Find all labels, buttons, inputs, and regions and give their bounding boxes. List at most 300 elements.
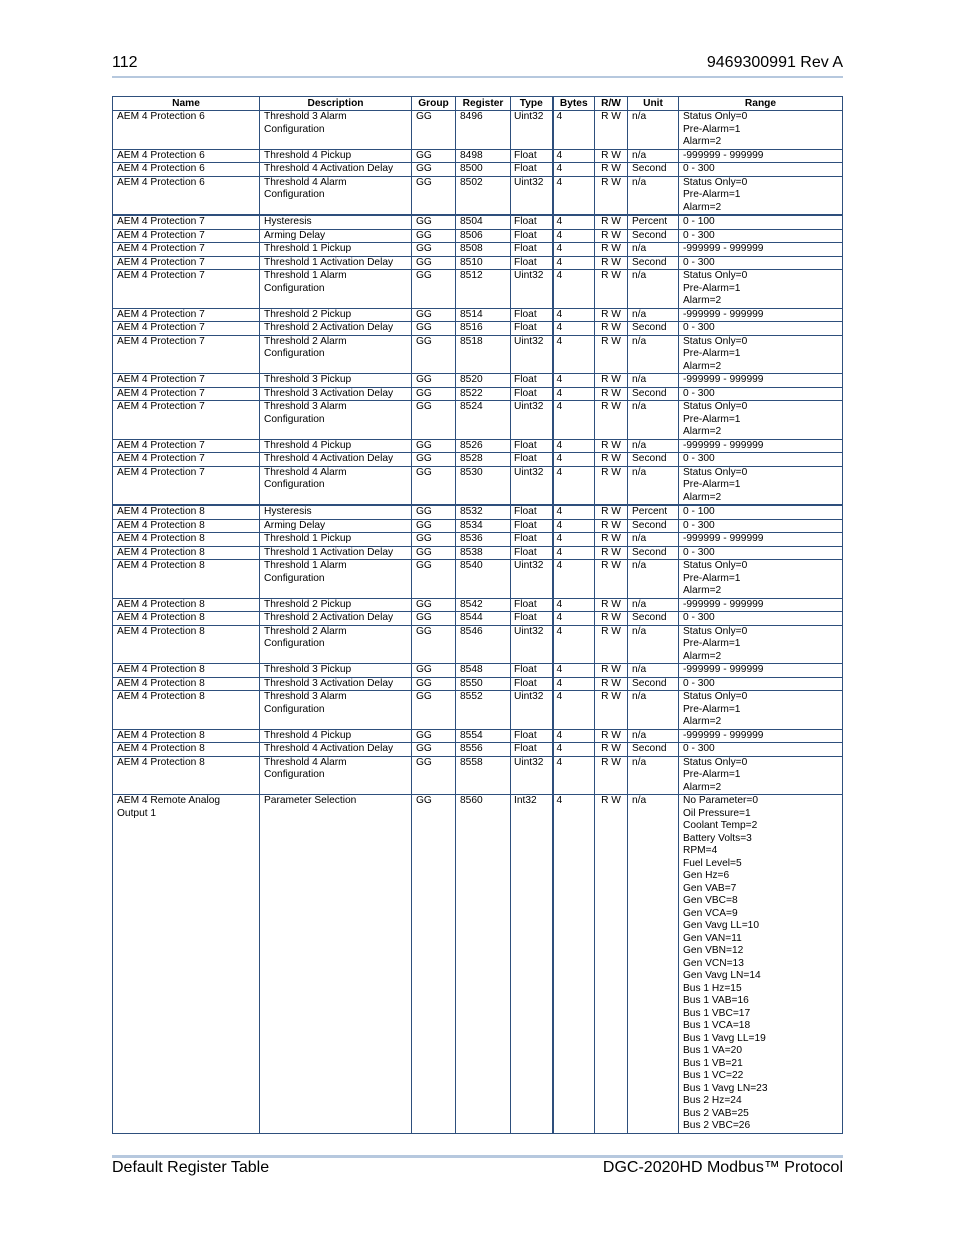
cell-range: No Parameter=0 Oil Pressure=1 Coolant Temp=2 Battery Volts=3 RPM=4 Fuel Level=5 Gen Hz=6 Gen VAB=7 Gen VBC=8 Gen VCA=9 Gen Vavg LL=10 Gen VAN=11 Gen VBN=12 Gen VCN=13 Gen Vavg LN=14 Bus 1 Hz=15 Bus 1 VAB=16 Bus 1 VBC=17 Bus 1 VCA=18 Bus 1 Vavg LL=19 Bus 1 VA=20 Bus 1 VB=21 Bus 1 VC=22 Bus 1 Vavg LN=23 Bus 2 Hz=24 Bus 2 VAB=25 Bus 2 VBC=26 (679, 795, 843, 1134)
cell-name: AEM 4 Protection 8 (113, 533, 260, 547)
cell-unit: n/a (628, 533, 679, 547)
column-header-type: Type (511, 97, 553, 111)
cell-description: Threshold 2 Alarm Configuration (260, 625, 412, 664)
cell-rw: R W (595, 625, 628, 664)
cell-bytes: 4 (553, 795, 595, 1134)
cell-register: 8498 (456, 149, 511, 163)
table-row (113, 756, 843, 795)
column-header-range: Range (679, 97, 843, 111)
cell-type: Uint32 (511, 270, 553, 309)
table-row (113, 729, 843, 743)
cell-bytes: 4 (553, 401, 595, 440)
cell-type: Float (511, 374, 553, 388)
cell-description: Threshold 2 Alarm Configuration (260, 335, 412, 374)
cell-register: 8524 (456, 401, 511, 440)
cell-unit: n/a (628, 149, 679, 163)
cell-type: Float (511, 729, 553, 743)
cell-bytes: 4 (553, 691, 595, 730)
cell-group: GG (412, 256, 456, 270)
cell-rw: R W (595, 111, 628, 150)
cell-name: AEM 4 Protection 7 (113, 335, 260, 374)
cell-range: Status Only=0 Pre-Alarm=1 Alarm=2 (679, 401, 843, 440)
cell-register: 8558 (456, 756, 511, 795)
cell-unit: n/a (628, 625, 679, 664)
cell-register: 8530 (456, 466, 511, 505)
cell-bytes: 4 (553, 163, 595, 177)
cell-name: AEM 4 Protection 7 (113, 466, 260, 505)
cell-register: 8516 (456, 322, 511, 336)
cell-rw: R W (595, 387, 628, 401)
cell-bytes: 4 (553, 466, 595, 505)
cell-name: AEM 4 Protection 7 (113, 401, 260, 440)
cell-name: AEM 4 Protection 7 (113, 308, 260, 322)
page-number: 112 (112, 54, 138, 71)
table-row (113, 519, 843, 533)
table-row (113, 270, 843, 309)
table-row (113, 322, 843, 336)
cell-name: AEM 4 Protection 7 (113, 270, 260, 309)
cell-group: GG (412, 215, 456, 229)
cell-description: Threshold 3 Alarm Configuration (260, 111, 412, 150)
cell-range: -999999 - 999999 (679, 664, 843, 678)
cell-type: Float (511, 256, 553, 270)
cell-group: GG (412, 453, 456, 467)
cell-rw: R W (595, 453, 628, 467)
cell-range: 0 - 300 (679, 519, 843, 533)
cell-unit: Second (628, 453, 679, 467)
cell-range: Status Only=0 Pre-Alarm=1 Alarm=2 (679, 756, 843, 795)
cell-type: Float (511, 439, 553, 453)
cell-register: 8528 (456, 453, 511, 467)
cell-type: Uint32 (511, 176, 553, 215)
cell-name: AEM 4 Protection 8 (113, 756, 260, 795)
cell-unit: n/a (628, 560, 679, 599)
table-row (113, 335, 843, 374)
cell-name: AEM 4 Protection 8 (113, 625, 260, 664)
cell-group: GG (412, 743, 456, 757)
cell-description: Threshold 2 Activation Delay (260, 322, 412, 336)
cell-unit: n/a (628, 439, 679, 453)
cell-group: GG (412, 677, 456, 691)
column-header-name: Name (113, 97, 260, 111)
cell-type: Float (511, 229, 553, 243)
cell-group: GG (412, 795, 456, 1134)
cell-rw: R W (595, 756, 628, 795)
cell-name: AEM 4 Protection 6 (113, 163, 260, 177)
cell-rw: R W (595, 322, 628, 336)
cell-rw: R W (595, 243, 628, 257)
column-header-group: Group (412, 97, 456, 111)
cell-rw: R W (595, 691, 628, 730)
cell-register: 8502 (456, 176, 511, 215)
table-row (113, 691, 843, 730)
cell-rw: R W (595, 743, 628, 757)
cell-range: 0 - 300 (679, 387, 843, 401)
cell-group: GG (412, 598, 456, 612)
cell-range: -999999 - 999999 (679, 374, 843, 388)
table-row (113, 612, 843, 626)
cell-type: Float (511, 308, 553, 322)
table-row (113, 176, 843, 215)
cell-group: GG (412, 374, 456, 388)
cell-range: 0 - 300 (679, 546, 843, 560)
cell-unit: n/a (628, 176, 679, 215)
cell-unit: n/a (628, 374, 679, 388)
cell-type: Float (511, 215, 553, 229)
cell-bytes: 4 (553, 374, 595, 388)
cell-name: AEM 4 Protection 8 (113, 729, 260, 743)
cell-rw: R W (595, 163, 628, 177)
cell-bytes: 4 (553, 387, 595, 401)
cell-description: Threshold 1 Alarm Configuration (260, 560, 412, 599)
cell-description: Threshold 3 Activation Delay (260, 677, 412, 691)
cell-unit: n/a (628, 111, 679, 150)
cell-description: Threshold 4 Activation Delay (260, 453, 412, 467)
cell-unit: Percent (628, 505, 679, 519)
cell-bytes: 4 (553, 453, 595, 467)
column-header-unit: Unit (628, 97, 679, 111)
cell-rw: R W (595, 677, 628, 691)
cell-description: Threshold 4 Alarm Configuration (260, 466, 412, 505)
table-row (113, 256, 843, 270)
cell-group: GG (412, 308, 456, 322)
cell-type: Float (511, 612, 553, 626)
cell-name: AEM 4 Protection 8 (113, 677, 260, 691)
table-row (113, 308, 843, 322)
cell-group: GG (412, 163, 456, 177)
cell-range: Status Only=0 Pre-Alarm=1 Alarm=2 (679, 335, 843, 374)
cell-register: 8546 (456, 625, 511, 664)
cell-description: Threshold 4 Pickup (260, 729, 412, 743)
cell-group: GG (412, 243, 456, 257)
cell-type: Float (511, 743, 553, 757)
cell-group: GG (412, 270, 456, 309)
cell-range: -999999 - 999999 (679, 149, 843, 163)
cell-rw: R W (595, 149, 628, 163)
cell-bytes: 4 (553, 664, 595, 678)
cell-bytes: 4 (553, 598, 595, 612)
cell-type: Float (511, 505, 553, 519)
cell-register: 8552 (456, 691, 511, 730)
table-row (113, 387, 843, 401)
cell-register: 8532 (456, 505, 511, 519)
cell-type: Uint32 (511, 466, 553, 505)
cell-range: 0 - 300 (679, 256, 843, 270)
cell-name: AEM 4 Protection 7 (113, 256, 260, 270)
cell-group: GG (412, 756, 456, 795)
footer-rule (112, 1155, 843, 1158)
cell-description: Threshold 3 Pickup (260, 664, 412, 678)
cell-rw: R W (595, 229, 628, 243)
cell-description: Threshold 3 Alarm Configuration (260, 401, 412, 440)
cell-rw: R W (595, 215, 628, 229)
cell-unit: n/a (628, 664, 679, 678)
cell-register: 8514 (456, 308, 511, 322)
cell-register: 8496 (456, 111, 511, 150)
page-footer (112, 1159, 843, 1177)
cell-range: 0 - 300 (679, 229, 843, 243)
table-header-row (113, 97, 843, 111)
cell-register: 8548 (456, 664, 511, 678)
register-table (112, 96, 843, 1134)
cell-unit: n/a (628, 466, 679, 505)
cell-unit: n/a (628, 335, 679, 374)
cell-unit: n/a (628, 308, 679, 322)
cell-group: GG (412, 546, 456, 560)
cell-unit: Second (628, 546, 679, 560)
cell-unit: n/a (628, 795, 679, 1134)
cell-bytes: 4 (553, 176, 595, 215)
cell-unit: n/a (628, 691, 679, 730)
cell-type: Float (511, 533, 553, 547)
cell-type: Uint32 (511, 756, 553, 795)
cell-range: 0 - 100 (679, 215, 843, 229)
cell-type: Float (511, 163, 553, 177)
cell-group: GG (412, 519, 456, 533)
table-row (113, 533, 843, 547)
cell-bytes: 4 (553, 335, 595, 374)
cell-rw: R W (595, 795, 628, 1134)
cell-unit: Second (628, 743, 679, 757)
cell-name: AEM 4 Protection 8 (113, 743, 260, 757)
cell-group: GG (412, 401, 456, 440)
cell-group: GG (412, 664, 456, 678)
cell-rw: R W (595, 270, 628, 309)
cell-range: Status Only=0 Pre-Alarm=1 Alarm=2 (679, 176, 843, 215)
cell-bytes: 4 (553, 756, 595, 795)
cell-description: Threshold 1 Activation Delay (260, 546, 412, 560)
cell-bytes: 4 (553, 149, 595, 163)
cell-range: 0 - 300 (679, 677, 843, 691)
table-row (113, 149, 843, 163)
cell-group: GG (412, 335, 456, 374)
cell-bytes: 4 (553, 243, 595, 257)
cell-range: 0 - 300 (679, 453, 843, 467)
cell-type: Uint32 (511, 401, 553, 440)
cell-type: Float (511, 149, 553, 163)
cell-type: Float (511, 453, 553, 467)
cell-type: Uint32 (511, 111, 553, 150)
cell-description: Threshold 4 Activation Delay (260, 163, 412, 177)
table-row (113, 163, 843, 177)
cell-unit: Second (628, 612, 679, 626)
cell-range: Status Only=0 Pre-Alarm=1 Alarm=2 (679, 111, 843, 150)
cell-group: GG (412, 691, 456, 730)
cell-description: Threshold 2 Pickup (260, 308, 412, 322)
cell-rw: R W (595, 612, 628, 626)
cell-register: 8538 (456, 546, 511, 560)
cell-rw: R W (595, 598, 628, 612)
table-row (113, 374, 843, 388)
cell-name: AEM 4 Protection 6 (113, 149, 260, 163)
column-header-description: Description (260, 97, 412, 111)
table-row (113, 560, 843, 599)
cell-register: 8536 (456, 533, 511, 547)
cell-register: 8544 (456, 612, 511, 626)
cell-group: GG (412, 466, 456, 505)
cell-rw: R W (595, 176, 628, 215)
cell-type: Float (511, 243, 553, 257)
table-row (113, 743, 843, 757)
cell-unit: Second (628, 387, 679, 401)
cell-unit: n/a (628, 598, 679, 612)
cell-unit: n/a (628, 401, 679, 440)
cell-description: Threshold 1 Alarm Configuration (260, 270, 412, 309)
table-row (113, 677, 843, 691)
cell-rw: R W (595, 256, 628, 270)
cell-register: 8512 (456, 270, 511, 309)
cell-register: 8508 (456, 243, 511, 257)
cell-bytes: 4 (553, 270, 595, 309)
cell-name: AEM 4 Protection 8 (113, 598, 260, 612)
cell-description: Threshold 1 Pickup (260, 533, 412, 547)
cell-type: Uint32 (511, 560, 553, 599)
cell-bytes: 4 (553, 677, 595, 691)
cell-group: GG (412, 505, 456, 519)
column-header-rw: R/W (595, 97, 628, 111)
cell-register: 8560 (456, 795, 511, 1134)
cell-description: Arming Delay (260, 519, 412, 533)
cell-description: Threshold 3 Alarm Configuration (260, 691, 412, 730)
cell-description: Threshold 4 Pickup (260, 149, 412, 163)
table-row (113, 664, 843, 678)
cell-unit: Second (628, 163, 679, 177)
cell-bytes: 4 (553, 215, 595, 229)
cell-type: Float (511, 519, 553, 533)
cell-description: Threshold 2 Pickup (260, 598, 412, 612)
cell-range: Status Only=0 Pre-Alarm=1 Alarm=2 (679, 560, 843, 599)
cell-type: Float (511, 546, 553, 560)
cell-register: 8518 (456, 335, 511, 374)
cell-type: Uint32 (511, 625, 553, 664)
cell-bytes: 4 (553, 111, 595, 150)
column-header-bytes: Bytes (553, 97, 595, 111)
table-row (113, 466, 843, 505)
cell-description: Threshold 4 Alarm Configuration (260, 756, 412, 795)
cell-range: Status Only=0 Pre-Alarm=1 Alarm=2 (679, 625, 843, 664)
cell-register: 8520 (456, 374, 511, 388)
cell-register: 8500 (456, 163, 511, 177)
cell-group: GG (412, 322, 456, 336)
cell-register: 8542 (456, 598, 511, 612)
cell-range: 0 - 300 (679, 743, 843, 757)
cell-bytes: 4 (553, 439, 595, 453)
cell-rw: R W (595, 664, 628, 678)
cell-range: Status Only=0 Pre-Alarm=1 Alarm=2 (679, 466, 843, 505)
cell-name: AEM 4 Remote Analog Output 1 (113, 795, 260, 1134)
cell-bytes: 4 (553, 625, 595, 664)
cell-bytes: 4 (553, 743, 595, 757)
cell-unit: n/a (628, 756, 679, 795)
cell-register: 8534 (456, 519, 511, 533)
cell-bytes: 4 (553, 229, 595, 243)
cell-name: AEM 4 Protection 8 (113, 546, 260, 560)
cell-rw: R W (595, 533, 628, 547)
table-row (113, 598, 843, 612)
cell-range: -999999 - 999999 (679, 598, 843, 612)
cell-name: AEM 4 Protection 6 (113, 111, 260, 150)
document-id: 9469300991 Rev A (706, 54, 843, 71)
cell-rw: R W (595, 505, 628, 519)
cell-description: Hysteresis (260, 505, 412, 519)
cell-register: 8504 (456, 215, 511, 229)
cell-name: AEM 4 Protection 7 (113, 243, 260, 257)
footer-product: DGC-2020HD Modbus™ Protocol (602, 1159, 843, 1176)
cell-description: Hysteresis (260, 215, 412, 229)
table-row (113, 546, 843, 560)
cell-register: 8550 (456, 677, 511, 691)
cell-group: GG (412, 387, 456, 401)
table-row (113, 401, 843, 440)
table-row (113, 795, 843, 1134)
cell-group: GG (412, 176, 456, 215)
cell-group: GG (412, 625, 456, 664)
cell-unit: n/a (628, 729, 679, 743)
cell-range: Status Only=0 Pre-Alarm=1 Alarm=2 (679, 270, 843, 309)
cell-range: -999999 - 999999 (679, 439, 843, 453)
cell-register: 8554 (456, 729, 511, 743)
cell-name: AEM 4 Protection 7 (113, 453, 260, 467)
cell-name: AEM 4 Protection 7 (113, 215, 260, 229)
cell-range: 0 - 100 (679, 505, 843, 519)
cell-name: AEM 4 Protection 7 (113, 387, 260, 401)
cell-description: Threshold 1 Pickup (260, 243, 412, 257)
cell-name: AEM 4 Protection 8 (113, 560, 260, 599)
cell-type: Float (511, 664, 553, 678)
cell-rw: R W (595, 439, 628, 453)
cell-description: Threshold 3 Pickup (260, 374, 412, 388)
header-rule (112, 76, 843, 78)
cell-register: 8526 (456, 439, 511, 453)
cell-register: 8506 (456, 229, 511, 243)
cell-description: Threshold 4 Alarm Configuration (260, 176, 412, 215)
cell-unit: n/a (628, 243, 679, 257)
cell-rw: R W (595, 519, 628, 533)
cell-group: GG (412, 729, 456, 743)
cell-bytes: 4 (553, 256, 595, 270)
cell-rw: R W (595, 466, 628, 505)
cell-group: GG (412, 533, 456, 547)
cell-name: AEM 4 Protection 8 (113, 612, 260, 626)
column-header-register: Register (456, 97, 511, 111)
cell-range: 0 - 300 (679, 322, 843, 336)
cell-name: AEM 4 Protection 8 (113, 664, 260, 678)
cell-rw: R W (595, 729, 628, 743)
table-row (113, 229, 843, 243)
table-row (113, 439, 843, 453)
cell-rw: R W (595, 560, 628, 599)
cell-range: -999999 - 999999 (679, 308, 843, 322)
cell-bytes: 4 (553, 612, 595, 626)
cell-rw: R W (595, 546, 628, 560)
table-body (113, 111, 843, 1134)
cell-unit: Second (628, 256, 679, 270)
cell-description: Threshold 1 Activation Delay (260, 256, 412, 270)
table-row (113, 453, 843, 467)
cell-range: 0 - 300 (679, 163, 843, 177)
cell-group: GG (412, 111, 456, 150)
table-row (113, 215, 843, 229)
cell-unit: Second (628, 322, 679, 336)
cell-group: GG (412, 149, 456, 163)
cell-register: 8522 (456, 387, 511, 401)
cell-description: Threshold 2 Activation Delay (260, 612, 412, 626)
cell-type: Uint32 (511, 335, 553, 374)
cell-rw: R W (595, 335, 628, 374)
cell-range: -999999 - 999999 (679, 729, 843, 743)
cell-name: AEM 4 Protection 7 (113, 229, 260, 243)
cell-type: Float (511, 598, 553, 612)
